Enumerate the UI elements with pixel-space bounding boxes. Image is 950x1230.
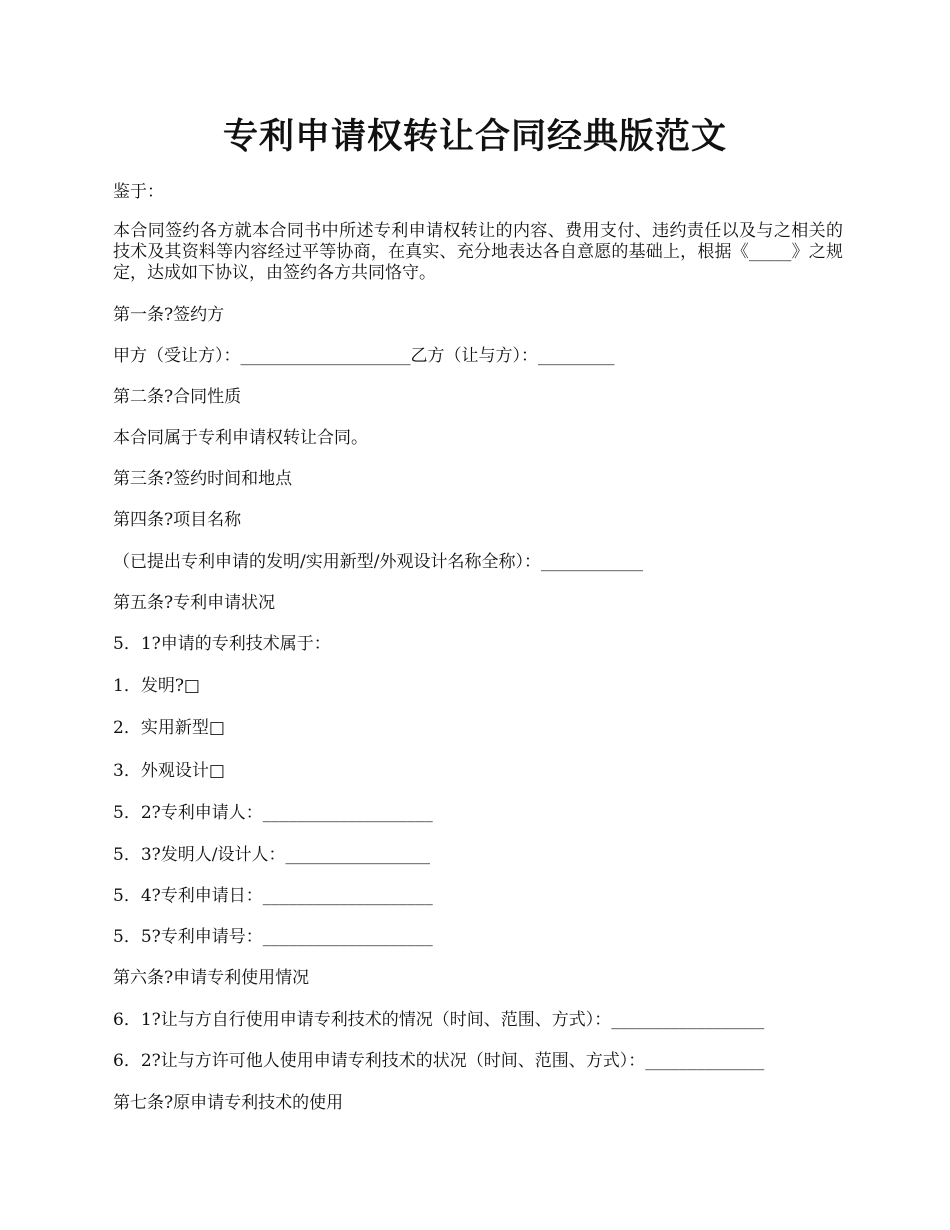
article-4-heading: 第四条?项目名称: [113, 510, 242, 530]
clause-5-1: 5．1?申请的专利技术属于：: [113, 634, 331, 654]
clause-5-5: 5．5?专利申请号：____________________: [113, 927, 433, 947]
clause-5-4: 5．4?专利申请日：____________________: [113, 886, 433, 906]
clause-5-3: 5．3?发明人/设计人：_________________: [113, 845, 430, 865]
clause-5-2: 5．2?专利申请人：____________________: [113, 803, 433, 823]
text-line-contract-nature: 本合同属于专利申请权转让合同。: [113, 428, 368, 448]
clause-6-2: 6．2?让与方许可他人使用申请专利技术的状况（时间、范围、方式）：______________: [113, 1051, 765, 1071]
text-paragraph-preamble: 本合同签约各方就本合同书中所述专利申请权转让的内容、费用支付、违约责任以及与之相关的技术及其资料等内容经过平等协商，在真实、充分地表达各自意愿的基础上，根据《_____》之规定，达成如下协议，由签约各方共同恪守。: [113, 221, 843, 283]
article-7-heading: 第七条?原申请专利技术的使用: [113, 1093, 344, 1113]
clause-6-1: 6．1?让与方自行使用申请专利技术的情况（时间、范围、方式）：__________________: [113, 1010, 765, 1030]
article-2-heading: 第二条?合同性质: [113, 387, 242, 407]
option-design: 3．外观设计□: [113, 761, 225, 781]
text-line-parties: 甲方（受让方）：____________________乙方（让与方）：_________: [113, 346, 615, 366]
text-line-project-name: （已提出专利申请的发明/实用新型/外观设计名称全称）：____________: [113, 552, 643, 572]
text-line-whereas: 鉴于：: [113, 182, 164, 202]
option-invention: 1．发明?□: [113, 676, 200, 696]
article-5-heading: 第五条?专利申请状况: [113, 593, 276, 613]
article-6-heading: 第六条?申请专利使用情况: [113, 968, 310, 988]
article-3-heading: 第三条?签约时间和地点: [113, 469, 293, 489]
article-1-heading: 第一条?签约方: [113, 305, 225, 325]
document-title: 专利申请权转让合同经典版范文: [222, 116, 727, 157]
option-utility-model: 2．实用新型□: [113, 718, 225, 738]
